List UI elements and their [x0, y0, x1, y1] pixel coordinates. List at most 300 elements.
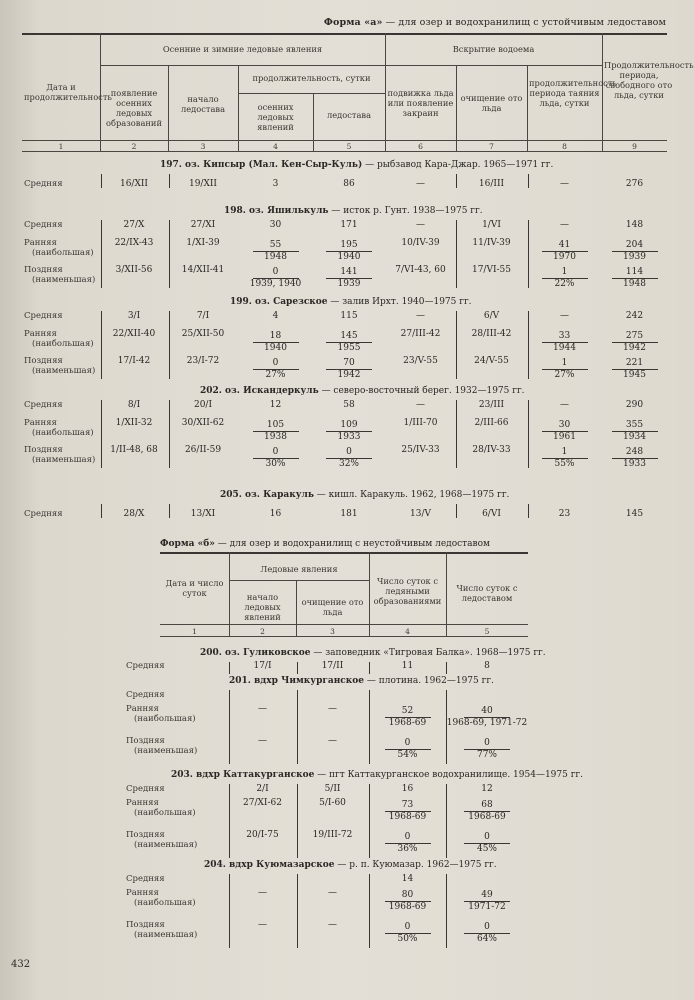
fraction-cell [446, 890, 528, 913]
fraction-numerator: 204 [612, 240, 658, 252]
hdr-b-days-freeze: Число суток с ледоставом [456, 583, 518, 603]
form-a-header-rule [22, 140, 667, 141]
col-number: 3 [330, 627, 335, 636]
form-b-header-rule [160, 624, 528, 625]
fraction-cell [446, 832, 528, 855]
value-cell: 16/III [478, 179, 505, 189]
row-label-qualifier: (наибольшая) [134, 898, 196, 908]
fraction-cell [446, 706, 528, 729]
row-label [126, 874, 165, 884]
row-label-main: Ранняя [126, 888, 159, 898]
col-number: 5 [346, 142, 352, 151]
value-cell: 14 [401, 874, 414, 884]
row-label-main: Поздняя [24, 265, 63, 275]
section-title-location: — рыбзавод Кара-Джар. 1965—1971 гг. [362, 160, 554, 170]
column-bar [369, 784, 370, 858]
row-label-qualifier: (наибольшая) [134, 714, 196, 724]
row-label-qualifier: (наименьшая) [134, 840, 198, 850]
value-cell: 11/IV-39 [472, 238, 511, 248]
fraction-numerator: 221 [612, 358, 658, 370]
column-bar [229, 690, 230, 764]
value-cell: 19/III-72 [312, 830, 353, 840]
form-b-top-rule [160, 552, 528, 554]
section-title-location: — пгт Каттакурганское водохранилище. 1954—1975 гг. [314, 770, 583, 780]
fraction-cell [527, 240, 602, 263]
fraction-denominator: 64% [476, 934, 497, 944]
value-cell: 11 [401, 661, 414, 671]
section-title-name: 203. вдхр Каттакурганское [171, 770, 315, 780]
column-bar [169, 220, 170, 288]
fraction-cell [527, 420, 602, 443]
row-label [24, 445, 95, 465]
fraction-denominator: 1970 [553, 252, 576, 262]
fraction-denominator: 1948 [623, 279, 646, 289]
value-cell: — [416, 179, 425, 189]
value-cell: 86 [343, 179, 355, 189]
row-label-qualifier: (наименьшая) [32, 366, 96, 376]
value-cell: 6/V [483, 311, 500, 321]
row-label-main: Поздняя [126, 736, 165, 746]
hdr-melt-period: продолжительность периода таяния льда, сутки [529, 78, 617, 108]
form-a-col-divider [168, 65, 169, 151]
fraction-numerator: 40 [464, 706, 510, 718]
value-cell: 20/I-75 [246, 830, 279, 840]
fraction-denominator: 55% [554, 459, 575, 469]
hdr-breakup: Вскрытие водоема [452, 44, 535, 54]
fraction-cell [446, 738, 528, 761]
value-cell: 17/II [321, 661, 344, 671]
value-cell: 19/XII [188, 179, 217, 189]
row-label-qualifier: (наибольшая) [134, 808, 196, 818]
fraction-cell [602, 420, 667, 443]
fraction-cell [238, 331, 313, 354]
value-cell: — [560, 400, 569, 410]
value-cell: — [328, 736, 337, 746]
row-label-main: Ранняя [24, 238, 57, 248]
fraction-cell [527, 447, 602, 470]
row-label-qualifier: (наименьшая) [134, 930, 198, 940]
row-label-qualifier: (наибольшая) [32, 428, 94, 438]
value-cell: 16 [401, 784, 414, 794]
section-title-name: 198. оз. Яшилькуль [224, 206, 329, 216]
fraction-denominator: 1961 [553, 432, 576, 442]
section-title [204, 860, 497, 870]
fraction-numerator: 18 [253, 331, 299, 343]
column-bar [297, 690, 298, 764]
value-cell: 10/IV-39 [401, 238, 440, 248]
value-cell: 276 [625, 179, 644, 189]
value-cell: 12 [481, 784, 493, 794]
row-label [126, 920, 197, 940]
row-label [126, 830, 197, 850]
fraction-numerator: 1 [542, 358, 588, 370]
section-title-location: — залив Ирхт. 1940—1975 гг. [327, 297, 472, 307]
fraction-numerator: 1 [542, 447, 588, 459]
section-title [230, 297, 472, 307]
fraction-cell [313, 331, 385, 354]
fraction-cell [238, 267, 313, 290]
value-cell: 148 [625, 220, 644, 230]
section-title [224, 206, 483, 216]
fraction-denominator: 1944 [553, 343, 576, 353]
row-label [24, 509, 63, 519]
column-bar [169, 174, 170, 188]
section-title-location: — плотина. 1962—1975 гг. [364, 676, 494, 686]
value-cell: 13/V [410, 509, 431, 519]
form-b-title: Форма «б» — для озер и водохранилищ с неустойчивым ледоставом [160, 539, 490, 549]
value-cell: 17/I [253, 661, 272, 671]
row-label-qualifier: (наименьшая) [32, 275, 96, 285]
value-cell: — [258, 704, 267, 714]
fraction-cell [238, 358, 313, 381]
hdr-b-ice-phen: Ледовые явления [260, 564, 338, 574]
fraction-numerator: 0 [385, 832, 431, 844]
section-title-location: — кишл. Каракуль. 1962, 1968—1975 гг. [313, 490, 510, 500]
hdr-autumn-ice: осенних ледовых явлений [257, 102, 294, 132]
section-title-location: — заповедник «Тигровая Балка». 1968—1975 гг. [310, 648, 546, 658]
row-label-qualifier: (наибольшая) [32, 339, 94, 349]
column-bar [456, 504, 457, 518]
section-title-name: 205. оз. Каракуль [220, 490, 314, 500]
form-b-colnum-rule [160, 636, 528, 637]
fraction-denominator: 30% [265, 459, 286, 469]
fraction-denominator: 1940 [264, 343, 287, 353]
column-bar [229, 662, 230, 674]
fraction-numerator: 68 [464, 800, 510, 812]
row-label-main: Средняя [126, 784, 165, 794]
column-bar [456, 311, 457, 379]
col-number: 8 [562, 142, 567, 151]
fraction-numerator: 114 [612, 267, 658, 279]
form-a-title: Форма «а» — для озер и водохранилищ с устойчивым ледоставом [323, 17, 666, 28]
row-label [126, 704, 196, 724]
row-label-main: Ранняя [24, 329, 57, 339]
fraction-cell [313, 447, 385, 470]
column-bar [369, 690, 370, 764]
fraction-cell [313, 267, 385, 290]
column-bar [446, 784, 447, 858]
fraction-numerator: 0 [385, 922, 431, 934]
value-cell: 27/X [123, 220, 145, 230]
fraction-numerator: 0 [253, 447, 299, 459]
fraction-denominator: 1933 [337, 432, 361, 442]
value-cell: 13/XI [190, 509, 216, 519]
form-a-col-divider [456, 65, 457, 151]
value-cell: 23/I-72 [186, 356, 220, 366]
row-label-main: Средняя [126, 690, 165, 700]
value-cell: 3/XII-56 [115, 265, 153, 275]
section-title-name: 201. вдхр Чимкурганское [229, 676, 365, 686]
fraction-cell [602, 447, 667, 470]
fraction-numerator: 145 [326, 331, 372, 343]
value-cell: — [328, 704, 337, 714]
value-cell: 27/XI-62 [243, 798, 282, 808]
value-cell: 25/IV-33 [401, 445, 440, 455]
value-cell: 23 [558, 509, 571, 519]
value-cell: 8 [484, 661, 490, 671]
section-title-name: 204. вдхр Куюмазарское [204, 860, 335, 870]
value-cell: 58 [343, 400, 355, 410]
fraction-cell [527, 358, 602, 381]
col-number: 2 [260, 627, 265, 636]
column-bar [456, 400, 457, 468]
section-title-name: 197. оз. Кипсыр (Мал. Кен-Сыр-Куль) [160, 160, 363, 170]
value-cell: 23/V-55 [403, 356, 438, 366]
row-label-main: Средняя [24, 179, 63, 189]
column-bar [229, 784, 230, 858]
col-number: 1 [58, 142, 64, 151]
column-bar [446, 690, 447, 764]
row-label [24, 238, 94, 258]
fraction-numerator: 52 [385, 706, 431, 718]
fraction-numerator: 109 [326, 420, 372, 432]
col-number: 9 [632, 142, 637, 151]
row-label [126, 661, 165, 671]
fraction-cell [527, 267, 602, 290]
column-bar [528, 174, 529, 188]
row-label-main: Средняя [126, 874, 165, 884]
col-number: 6 [418, 142, 423, 151]
form-a-col-divider [602, 33, 603, 151]
fraction-denominator: 1968-69 [388, 718, 427, 728]
fraction-denominator: 1971-72 [468, 902, 506, 912]
column-bar [456, 220, 457, 288]
fraction-cell [238, 420, 313, 443]
fraction-denominator: 1942 [337, 370, 361, 380]
value-cell: 1/III-70 [403, 418, 438, 428]
section-title-name: 199. оз. Сарезское [230, 297, 328, 307]
value-cell: — [416, 311, 425, 321]
value-cell: 1/XI-39 [186, 238, 220, 248]
value-cell: — [560, 220, 569, 230]
column-bar [169, 311, 170, 379]
fraction-numerator: 0 [253, 267, 299, 279]
fraction-numerator: 0 [385, 738, 431, 750]
value-cell: 181 [340, 509, 358, 519]
value-cell: 27/III-42 [400, 329, 441, 339]
row-label-main: Поздняя [126, 830, 165, 840]
section-title-name: 200. оз. Гуликовское [200, 648, 311, 658]
value-cell: 24/V-55 [474, 356, 509, 366]
fraction-denominator: 36% [397, 844, 418, 854]
form-a-top-rule [22, 33, 667, 35]
column-bar [169, 400, 170, 468]
column-bar [369, 874, 370, 948]
value-cell: 16/XII [119, 179, 148, 189]
value-cell: 3 [272, 179, 279, 189]
fraction-numerator: 0 [253, 358, 299, 370]
fraction-numerator: 248 [612, 447, 658, 459]
column-bar [297, 662, 298, 674]
fraction-numerator: 105 [253, 420, 299, 432]
fraction-numerator: 0 [464, 832, 510, 844]
fraction-cell [313, 420, 385, 443]
fraction-denominator: 22% [554, 279, 575, 289]
value-cell: — [328, 920, 337, 930]
fraction-cell [446, 922, 528, 945]
section-title [200, 386, 525, 396]
column-bar [101, 174, 102, 188]
col-number: 3 [200, 142, 206, 151]
fraction-numerator: 195 [326, 240, 372, 252]
column-bar [297, 874, 298, 948]
fraction-denominator: 1939 [623, 252, 646, 262]
section-title [220, 490, 509, 500]
value-cell: 2/I [256, 784, 269, 794]
fraction-numerator: 0 [326, 447, 372, 459]
fraction-cell [313, 358, 385, 381]
column-bar [229, 874, 230, 948]
value-cell: 1/XII-32 [115, 418, 153, 428]
row-label-main: Средняя [24, 220, 63, 230]
form-b-col-divider [369, 552, 370, 636]
column-bar [528, 400, 529, 468]
row-label-main: Ранняя [126, 704, 159, 714]
column-bar [369, 662, 370, 674]
col-number: 4 [273, 142, 278, 151]
value-cell: 25/XII-50 [181, 329, 225, 339]
section-title [160, 160, 553, 170]
value-cell: 115 [340, 311, 358, 321]
form-a-sub-rule [100, 65, 602, 66]
row-label [24, 356, 95, 376]
hdr-free-period: Продолжительность периода, свободного ото льда, сутки [604, 60, 694, 100]
fraction-cell [313, 240, 385, 263]
value-cell: 7/I [196, 311, 210, 321]
fraction-cell [369, 832, 446, 855]
fraction-numerator: 41 [542, 240, 588, 252]
fraction-numerator: 33 [542, 331, 588, 343]
value-cell: 4 [272, 311, 279, 321]
column-bar [101, 504, 102, 518]
hdr-duration: продолжительность, сутки [252, 73, 371, 83]
value-cell: — [258, 736, 267, 746]
fraction-denominator: 1945 [623, 370, 646, 380]
row-label [24, 311, 63, 321]
value-cell: 30 [269, 220, 282, 230]
form-b-sub-rule [229, 580, 369, 581]
section-title [229, 676, 494, 686]
fraction-denominator: 1968-69, 1971-72 [446, 718, 528, 728]
row-label [24, 265, 95, 285]
column-bar [446, 874, 447, 948]
section-title [200, 648, 546, 658]
hdr-ice-move: подвижка льда или появление закраин [387, 88, 454, 118]
fraction-cell [238, 447, 313, 470]
column-bar [528, 504, 529, 518]
fraction-numerator: 80 [385, 890, 431, 902]
fraction-numerator: 49 [464, 890, 510, 902]
fraction-cell [602, 240, 667, 263]
fraction-numerator: 275 [612, 331, 658, 343]
row-label [126, 888, 196, 908]
fraction-cell [602, 267, 667, 290]
row-label [24, 179, 63, 189]
value-cell: 17/VI-55 [471, 265, 512, 275]
fraction-denominator: 1942 [623, 343, 646, 353]
fraction-denominator: 1939, 1940 [249, 279, 302, 289]
row-label-main: Средняя [24, 311, 63, 321]
row-label [126, 798, 196, 818]
value-cell: 26/II-59 [184, 445, 222, 455]
value-cell: 22/IX-43 [114, 238, 154, 248]
value-cell: 28/X [123, 509, 145, 519]
value-cell: 28/IV-33 [472, 445, 511, 455]
value-cell: — [560, 311, 569, 321]
row-label [24, 418, 94, 438]
column-bar [101, 400, 102, 468]
fraction-denominator: 32% [338, 459, 359, 469]
fraction-numerator: 73 [385, 800, 431, 812]
fraction-cell [369, 922, 446, 945]
col-number: 2 [131, 142, 137, 151]
form-a-sub-rule [238, 93, 385, 94]
fraction-denominator: 1938 [264, 432, 287, 442]
column-bar [101, 220, 102, 288]
fraction-denominator: 1939 [337, 279, 361, 289]
fraction-denominator: 50% [397, 934, 418, 944]
value-cell: 290 [625, 400, 644, 410]
value-cell: 171 [340, 220, 358, 230]
section-title [171, 770, 583, 780]
column-bar [169, 504, 170, 518]
row-label [24, 220, 63, 230]
hdr-b-start: начало ледовых явлений [244, 592, 281, 622]
section-title-location: — р. п. Куюмазар. 1962—1975 гг. [334, 860, 497, 870]
value-cell: 30/XII-62 [181, 418, 225, 428]
value-cell: 8/I [127, 400, 141, 410]
value-cell: 16 [269, 509, 282, 519]
fraction-cell [369, 890, 446, 913]
hdr-b-clearing: очищение ото льда [301, 597, 364, 617]
row-label [126, 690, 165, 700]
value-cell: 22/XII-40 [112, 329, 156, 339]
fraction-denominator: 77% [476, 750, 497, 760]
form-a-colnum-rule [22, 151, 667, 152]
section-title-location: — исток р. Гунт. 1938—1975 гг. [328, 206, 483, 216]
row-label [126, 784, 165, 794]
col-number: 7 [489, 142, 494, 151]
hdr-freezeup-start: начало ледостава [180, 94, 226, 114]
row-label-main: Ранняя [24, 418, 57, 428]
value-cell: 5/I-60 [319, 798, 346, 808]
row-label-qualifier: (наименьшая) [32, 455, 96, 465]
column-bar [528, 311, 529, 379]
value-cell: 7/VI-43, 60 [395, 265, 446, 275]
value-cell: 17/I-42 [117, 356, 151, 366]
row-label-main: Средняя [24, 400, 63, 410]
fraction-cell [369, 800, 446, 823]
hdr-b-days-ice: Число суток с ледяными образованиями [373, 576, 442, 606]
row-label-main: Средняя [24, 509, 63, 519]
value-cell: — [258, 888, 267, 898]
row-label-main: Средняя [126, 661, 165, 671]
fraction-denominator: 1968-69 [468, 812, 506, 822]
row-label [24, 329, 94, 349]
fraction-numerator: 1 [542, 267, 588, 279]
fraction-cell [602, 331, 667, 354]
fraction-denominator: 27% [554, 370, 575, 380]
fraction-cell [527, 331, 602, 354]
fraction-denominator: 1934 [623, 432, 646, 442]
value-cell: — [560, 179, 569, 189]
col-number: 4 [405, 627, 410, 636]
fraction-denominator: 1933 [623, 459, 646, 469]
value-cell: 1/VI [482, 220, 501, 230]
hdr-freezeup: ледостава [326, 110, 372, 120]
hdr-date: Дата и продолжительность [24, 82, 112, 102]
value-cell: 5/II [324, 784, 341, 794]
